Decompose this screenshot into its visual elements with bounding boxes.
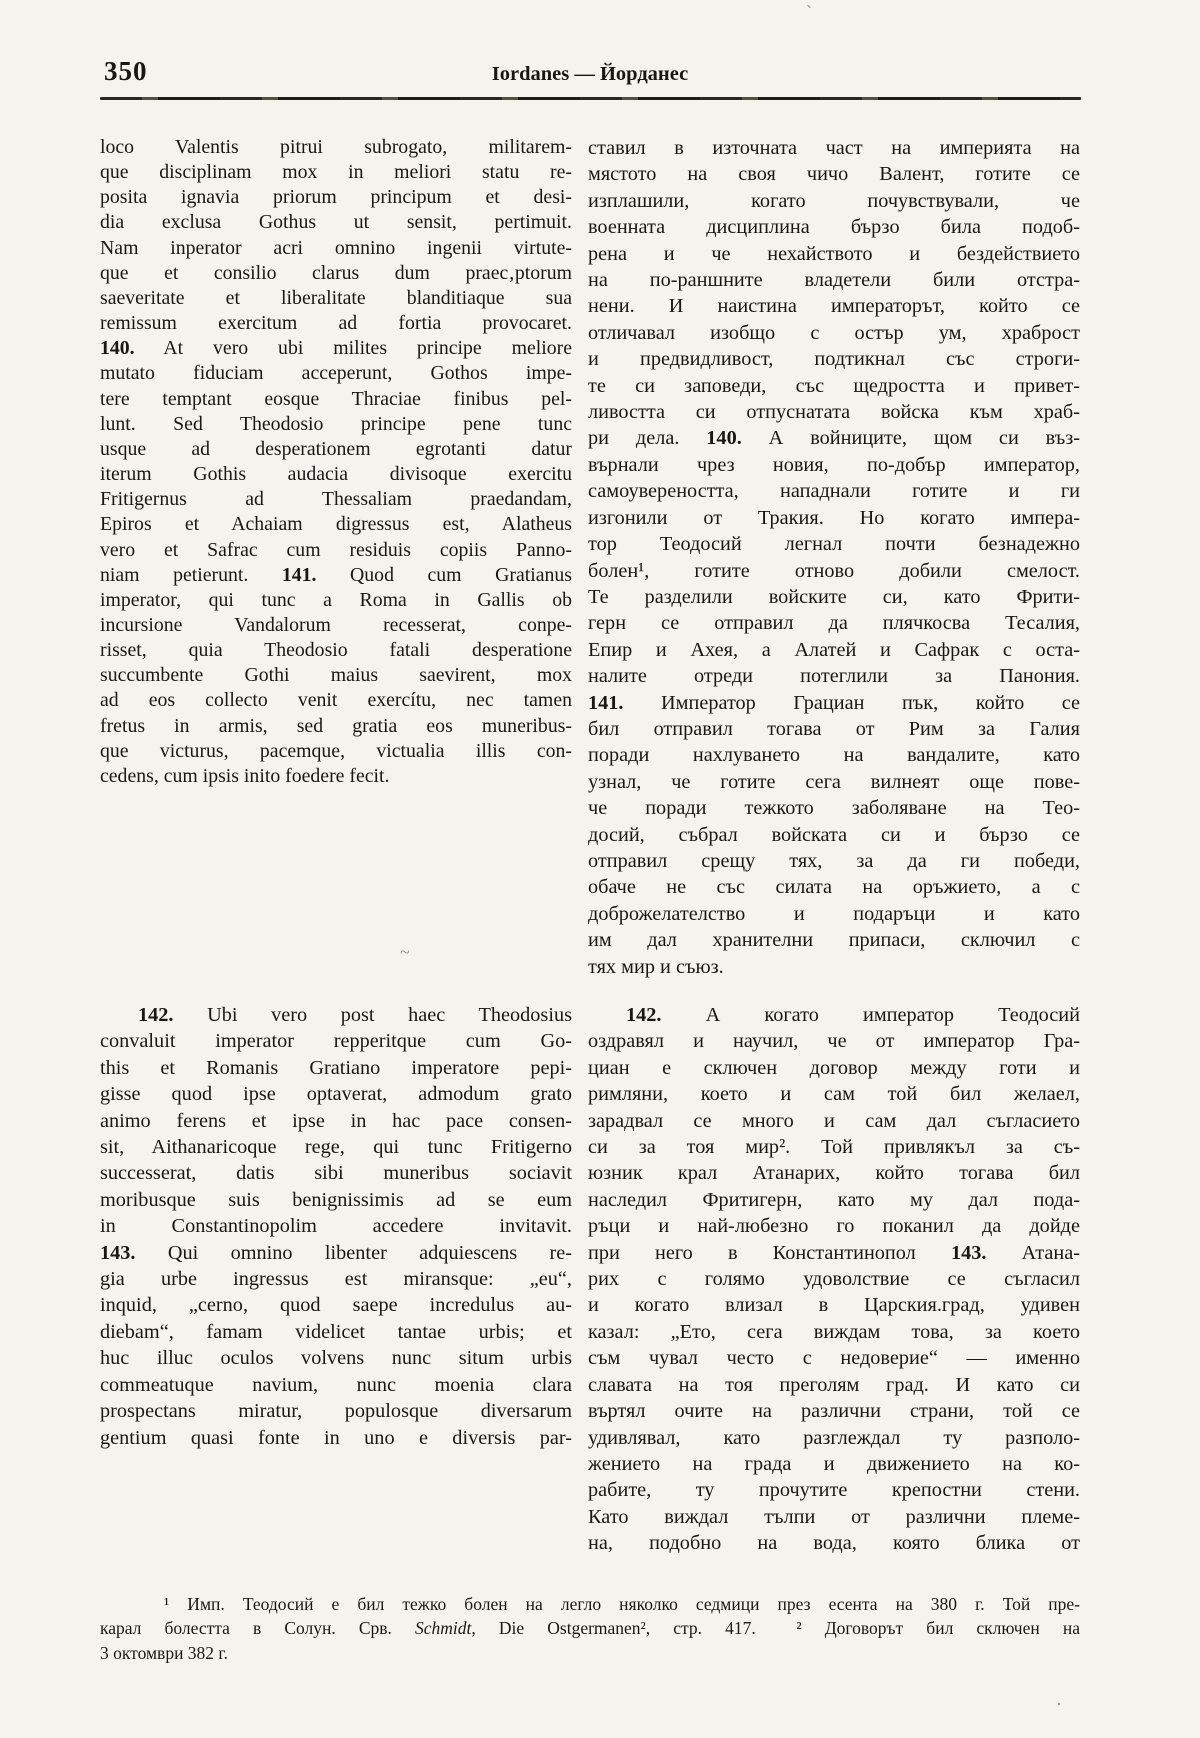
text-line: moribusque suis benignissimis ad se eum (100, 1188, 572, 1211)
text-line: рих с голямо удоволствие се съгласил (588, 1268, 1080, 1291)
text-line: 141. Император Грациан пък, който се (588, 691, 1080, 714)
text-line: отличавал изобщо с остър ум, храброст (588, 321, 1080, 344)
text-line: mutato fiduciam acceperunt, Gothos impe- (100, 362, 572, 385)
text-line: in Constantinopolim accedere invitavit. (100, 1215, 572, 1238)
text-line: въртял очите на различни страни, той се (588, 1400, 1080, 1423)
text-line: узнал, че готите сега вилнеят още пове- (588, 770, 1080, 793)
text-line: оздравял и научил, че от император Гра- (588, 1030, 1080, 1053)
text-line: dia exclusa Gothus ut sensit, pertimuit. (100, 211, 572, 234)
text-line: съм чувал често с недоверие“ — именно (588, 1347, 1080, 1370)
text-line: военната дисциплина бързо била подоб- (588, 216, 1080, 239)
text-line: си за тоя мир². Той привлякъл за съ- (588, 1136, 1080, 1159)
text-line: бил отправил тогава от Рим за Галия (588, 717, 1080, 740)
text-line: обаче не със силата на оръжието, а с (588, 876, 1080, 899)
footnote-text: карал болестта в Солун. Срв. (100, 1618, 416, 1639)
text-line: commeatuque navium, nunc moenia clara (100, 1373, 572, 1396)
text-line: sit, Aithanaricoque rege, qui tunc Fritigerno (100, 1136, 572, 1159)
text-line: Nam inperator acri omnino ingenii virtute- (100, 236, 572, 259)
text-line: gia urbe ingressus est miransque: „eu“, (100, 1268, 572, 1291)
text-line: на, подобно на вода, която блика от (588, 1532, 1080, 1555)
text-line: отправил срещу тях, за да ги победи, (588, 849, 1080, 872)
text-line: animo ferens et ipse in hac pace consen- (100, 1109, 572, 1132)
text-line: и когато влизал в Царския.град, удивен (588, 1294, 1080, 1317)
footnotes (100, 1592, 1080, 1665)
text-line: diebam“, famam videlicet tantae urbis; et (100, 1320, 572, 1343)
scan-artifact: ˋ (806, 2, 812, 22)
footnote-text: Die Ostgermanen², стр. 417. ² Договорът бил сключен на (475, 1618, 1080, 1639)
text-line: prospectans miratur, populosque diversarum (100, 1400, 572, 1423)
text-line: тор Теодосий легнал почти безнадежно (588, 533, 1080, 556)
text-line: ad eos collecto venit exercítu, nec tamen (100, 689, 572, 712)
page-number: 350 (104, 56, 148, 86)
text-line: Като виждал тълпи от различни племе- (588, 1505, 1080, 1528)
text-line: казал: „Ето, сега виждам това, за което (588, 1320, 1080, 1343)
text-line: imperator, qui tunc a Roma in Gallis ob (100, 588, 572, 611)
text-line: loco Valentis pitrui subrogato, militarem- (100, 136, 572, 158)
footnote-text: ¹ Имп. Теодосий е бил тежко болен на легло няколко седмици през есента на 380 г. Той пре- (164, 1594, 1080, 1614)
text-line: que et consilio clarus dum praec‚ptorum (100, 261, 572, 284)
text-line: inquid, „cerno, quod saepe incredulus au- (100, 1294, 572, 1317)
text-line: и предвидливост, подтикнал със строги- (588, 348, 1080, 371)
footnote-line (100, 1616, 1080, 1640)
text-line: 142. А когато император Теодосий (626, 1004, 1080, 1026)
text-line: convaluit imperator repperitque cum Go- (100, 1030, 572, 1053)
text-line: им дал хранителни припаси, сключил с (588, 929, 1080, 952)
text-line: герн се отправил да плячкосва Тесалия, (588, 612, 1080, 635)
text-line: те си заповеди, със щедростта и привет- (588, 374, 1080, 397)
text-line: cedens, cum ipsis inito foedere fecit. (100, 764, 390, 787)
footnote-line (100, 1592, 1080, 1616)
footnote-text: 3 октомври 382 г. (100, 1642, 229, 1663)
paragraph (100, 1002, 572, 1451)
text-line: рена и че нехайството и бездействието (588, 242, 1080, 265)
text-line: рабите, ту прочутите крепостни стени. (588, 1479, 1080, 1502)
text-line: lunt. Sed Theodosio principe pene tunc (100, 412, 572, 435)
text-line: че поради тежкото заболяване на Тео- (588, 797, 1080, 820)
text-line: римляни, което и сам той бил желаел, (588, 1083, 1080, 1106)
text-line: болен¹, готите отново добили смелост. (588, 559, 1080, 582)
header-rule (100, 97, 1081, 100)
text-line: досий, събрал войската си и бързо се (588, 823, 1080, 846)
text-line: saeveritate et liberalitate blanditiaque sua (100, 286, 572, 309)
paragraph (100, 135, 572, 789)
paragraph (588, 1002, 1080, 1557)
text-line: зарадвал се много и сам дал съгласието (588, 1109, 1080, 1132)
text-line: удивлявал, като разглеждал ту разполо- (588, 1426, 1080, 1449)
text-line: Епир и Ахея, а Алатей и Сафрак с оста- (588, 638, 1080, 661)
scan-artifact: ~ (400, 942, 410, 962)
running-title: Iordanes — Йорданес (491, 63, 689, 85)
text-line: huc illuc oculos volvens nunc situm urbis (100, 1347, 572, 1370)
text-line: successerat, datis sibi muneribus sociavit (100, 1162, 572, 1185)
footnote-citation-author: Schmidt, (415, 1618, 476, 1639)
text-line: поради нахлуването на вандалите, като (588, 744, 1080, 767)
text-line: posita ignavia priorum principum et desi- (100, 186, 572, 209)
text-line: тях мир и съюз. (588, 955, 724, 978)
text-line: niam petierunt. 141. Quod cum Gratianus (100, 563, 572, 586)
text-line: при него в Константинопол 143. Атана- (588, 1241, 1080, 1264)
text-line: жението на града и движението на ко- (588, 1452, 1080, 1475)
text-line: succumbente Gothi maius saevirent, mox (100, 664, 572, 687)
text-line: ливостта си отпуснатата войска към храб- (588, 401, 1080, 424)
text-line: incursione Vandalorum recesserat, conpe- (100, 613, 572, 636)
text-line: Fritigernus ad Thessaliam praedandam, (100, 488, 572, 511)
text-line: самоувереността, нападнали готите и ги (588, 480, 1080, 503)
text-line: Те разделили войските си, като Фрити- (588, 585, 1080, 608)
text-line: ръци и най-любезно го поканил да дойде (588, 1215, 1080, 1238)
text-line: налите отреди потеглили за Панония. (588, 665, 1080, 688)
text-line: славата на тоя преголям град. И като си (588, 1373, 1080, 1396)
scan-artifact: · (1056, 1694, 1062, 1714)
text-line: нени. И наистина императорът, който се (588, 295, 1080, 318)
text-line: tere temptant eosque Thraciae finibus pel- (100, 387, 572, 410)
text-line: usque ad desperationem egrotanti datur (100, 437, 572, 460)
text-line: на по-раншните владетели били отстра- (588, 269, 1080, 292)
footnote-line (100, 1641, 1080, 1665)
text-line: юзник крал Атанарих, който тогава бил (588, 1162, 1080, 1185)
text-line: ставил в източната част на империята на (588, 137, 1080, 159)
text-line: 140. At vero ubi milites principe meliore (100, 337, 572, 360)
text-line: 143. Qui omnino libenter adquiescens re- (100, 1241, 572, 1264)
text-line: Epiros et Achaiam digressus est, Alatheus (100, 513, 572, 536)
text-line: 142. Ubi vero post haec Theodosius (138, 1004, 572, 1026)
text-line: que disciplinam mox in meliori statu re- (100, 161, 572, 184)
text-line: gentium quasi fonte in uno e diversis par- (100, 1426, 572, 1449)
text-line: iterum Gothis audacia divisoque exercitu (100, 463, 572, 486)
text-line: циан е сключен договор между готи и (588, 1056, 1080, 1079)
text-line: изплашили, когато почувствували, че (588, 189, 1080, 212)
text-line: наследил Фритигерн, като му дал пода- (588, 1188, 1080, 1211)
text-line: изгонили от Тракия. Но когато импера- (588, 506, 1080, 529)
text-line: ри дела. 140. А войниците, щом си въз- (588, 427, 1080, 450)
text-line: fretus in armis, sed gratia eos muneribus- (100, 714, 572, 737)
text-line: gisse quod ipse optaverat, admodum grato (100, 1083, 572, 1106)
paragraph (588, 135, 1080, 980)
text-line: доброжелателство и подаръци и като (588, 902, 1080, 925)
text-line: this et Romanis Gratiano imperatore pepi- (100, 1056, 572, 1079)
text-line: върнали чрез новия, по-добър император, (588, 453, 1080, 476)
text-line: que victurus, pacemque, victualia illis con- (100, 739, 572, 762)
text-line: мястото на своя чичо Валент, готите се (588, 163, 1080, 186)
text-line: vero et Safrac cum residuis copiis Panno- (100, 538, 572, 561)
text-line: risset, quia Theodosio fatali desperatione (100, 639, 572, 662)
text-line: remissum exercitum ad fortia provocaret. (100, 312, 572, 335)
